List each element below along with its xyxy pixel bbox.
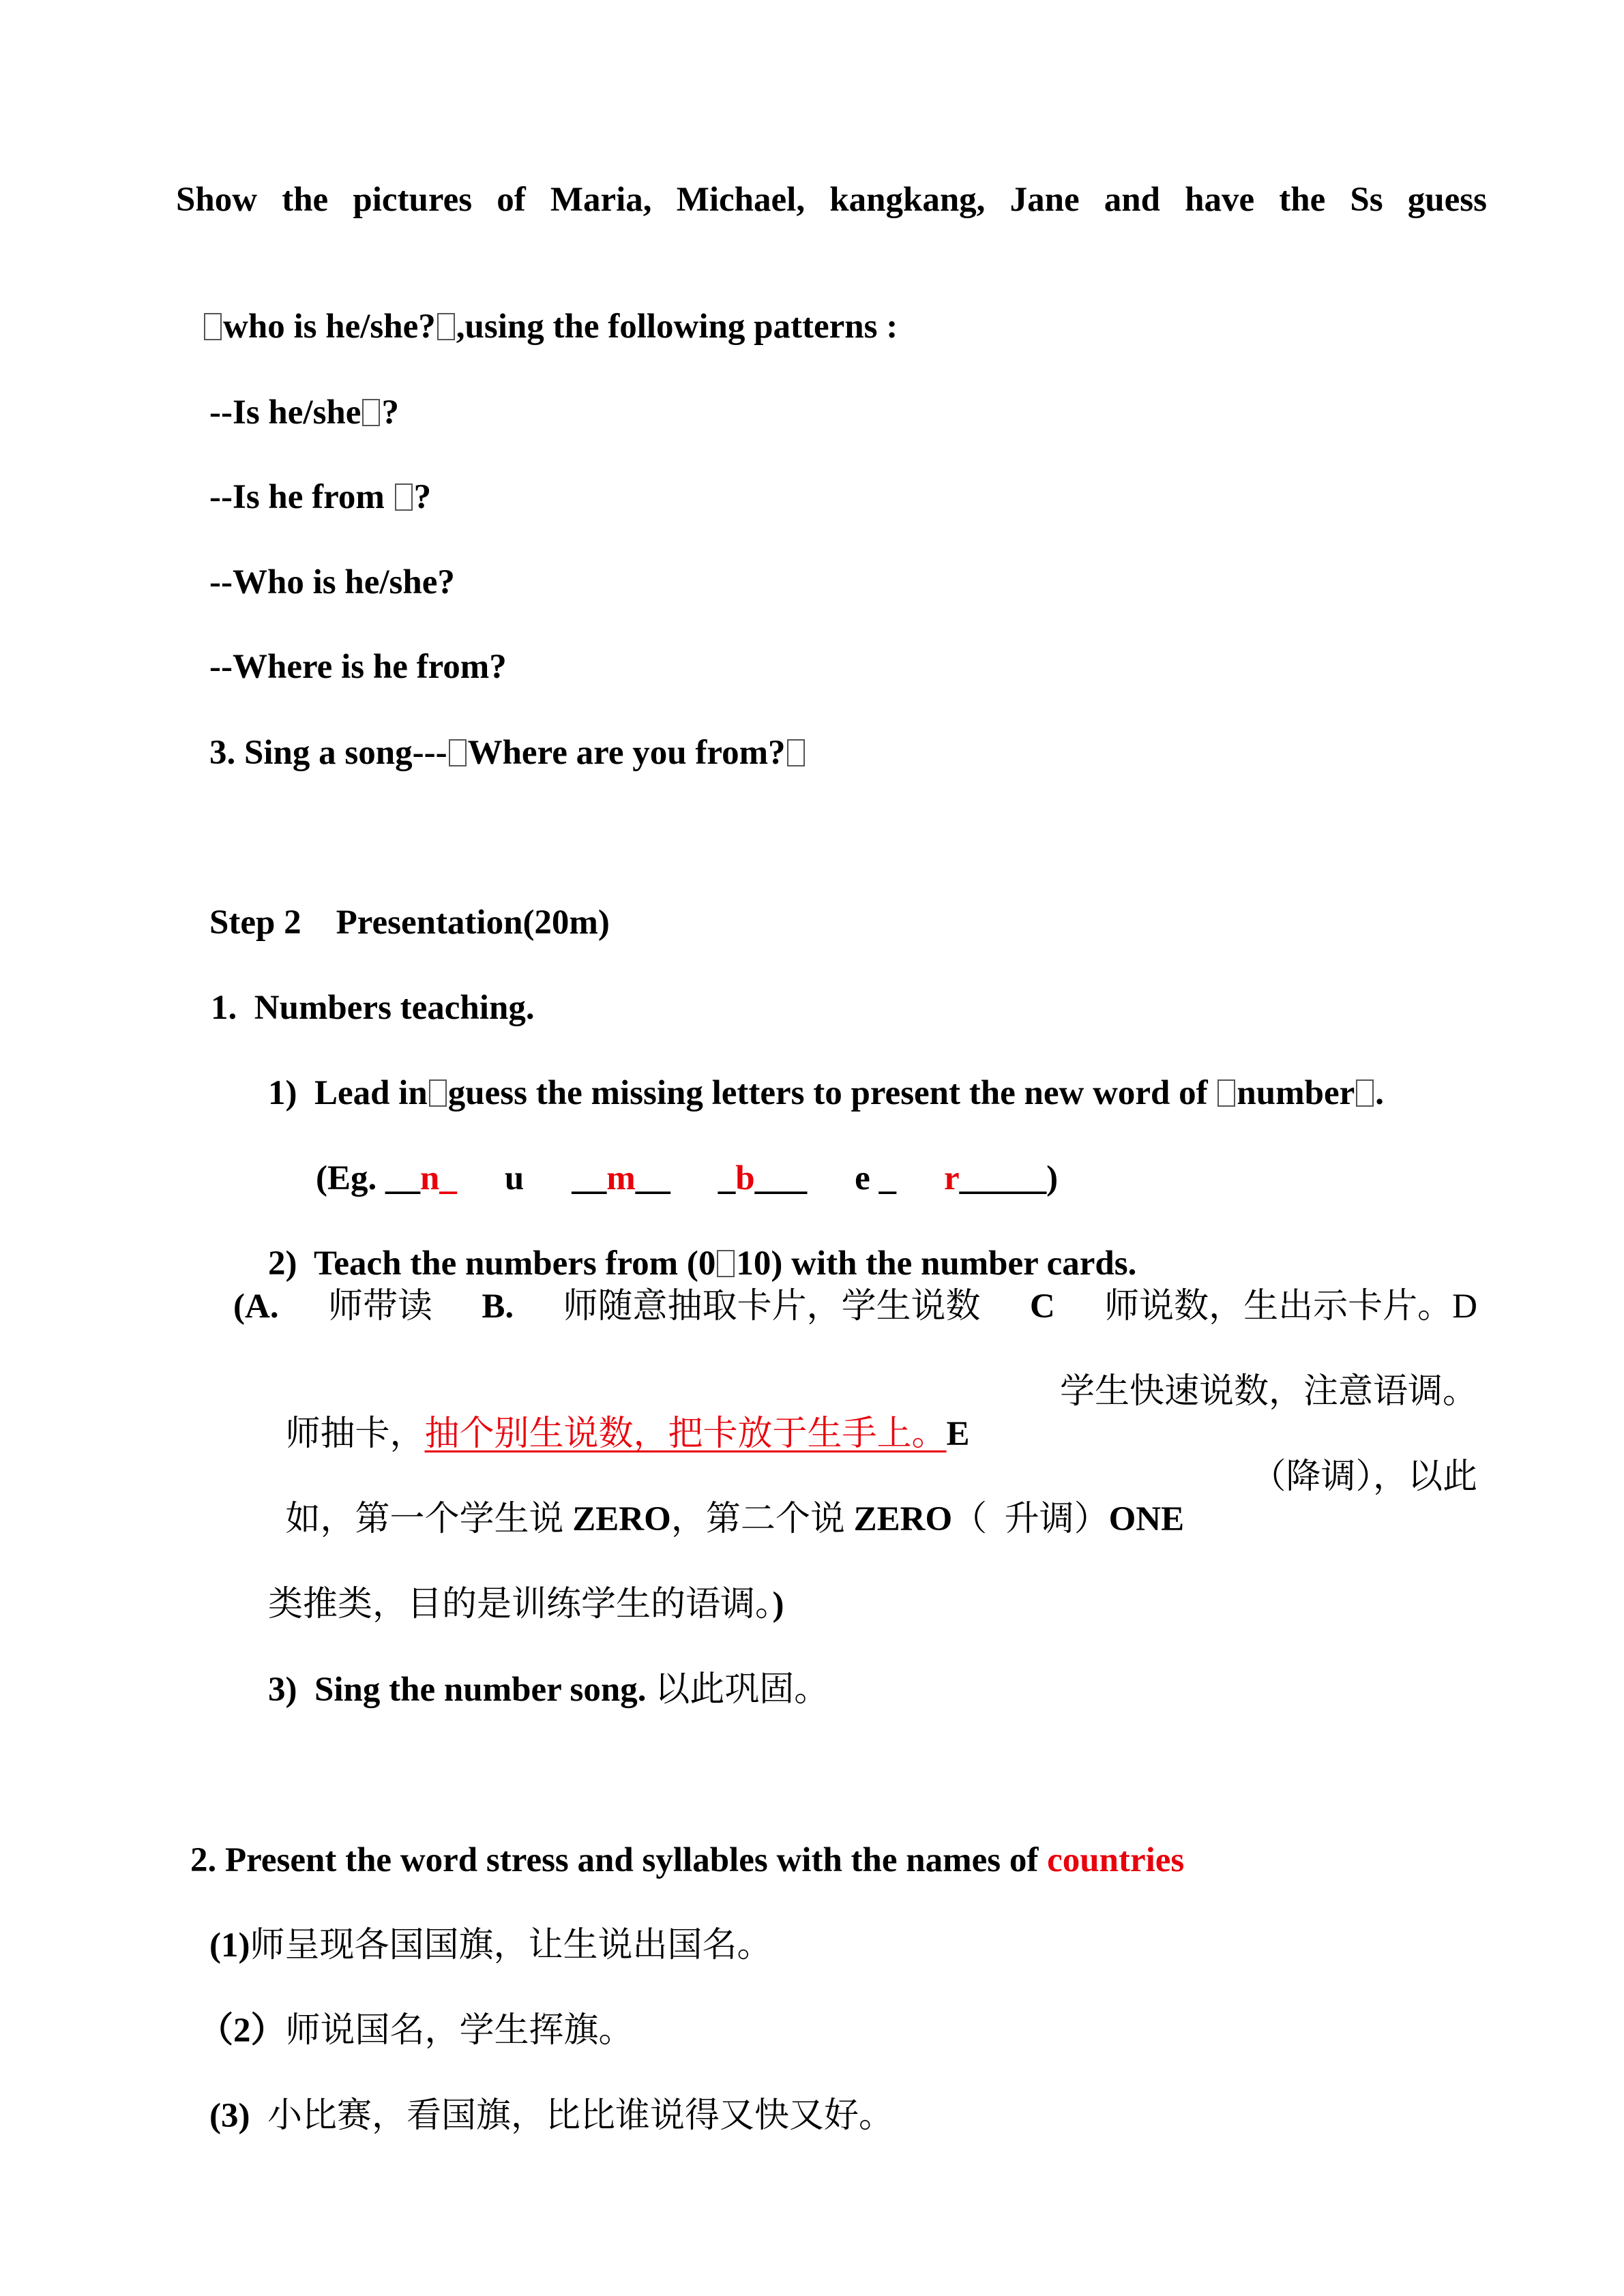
eg-blank: __ [635, 1159, 670, 1197]
missing-glyph-icon [1356, 1079, 1374, 1107]
cn4-b: ) [772, 1585, 784, 1624]
word-stress-countries: countries [1047, 1841, 1185, 1879]
cn3-e: （ 升调） [952, 1500, 1109, 1538]
word-stress-text: 2. Present the word stress and syllables with the names of [190, 1841, 1048, 1879]
cn3-d: ZERO [844, 1500, 953, 1538]
cn3-a: 如，第一个学生说 [285, 1500, 564, 1538]
pattern-4-text: --Where is he from? [209, 648, 507, 686]
intro-text-2a: who is he/she? [223, 308, 436, 346]
activity-1-text: 师呈现各国国旗，让生说出国名。 [250, 1926, 772, 1965]
song-line [175, 689, 806, 816]
cn2-c: 学生快速说数，注意语调。 [1059, 1373, 1477, 1411]
cn2-a: 师抽卡， [285, 1415, 425, 1453]
eg-blank: __ [385, 1159, 420, 1197]
intro-text-2b: ,using the following patterns : [456, 308, 898, 346]
eg-letter-n: n_ [420, 1159, 457, 1197]
intro-line-1 [176, 179, 1487, 221]
missing-glyph-icon [787, 739, 805, 766]
pattern-2-qmark: ? [413, 478, 432, 516]
pattern-3-text: --Who is he/she? [209, 563, 455, 601]
missing-glyph-icon [362, 399, 380, 426]
cn1-a: (A. [233, 1287, 279, 1326]
lead-in-text-d: . [1375, 1074, 1385, 1112]
missing-glyph-icon [449, 739, 467, 766]
activity-3-line [175, 2053, 894, 2179]
eg-blank: ___ [754, 1159, 808, 1197]
cn1-b: 师带读 [327, 1287, 432, 1326]
eg-letter-m: m [606, 1159, 636, 1197]
missing-glyph-icon [437, 313, 455, 340]
activity-2-num: （2） [198, 2012, 286, 2050]
cn1-c: B. [482, 1287, 514, 1326]
eg-prefix: (Eg. [316, 1159, 385, 1197]
song-text-a: 3. Sing a song--- [209, 734, 447, 772]
step2-heading-text: Step 2 Presentation(20m) [209, 904, 610, 942]
pattern-1-qmark: ? [381, 393, 399, 432]
eg-letter-b: b [735, 1159, 755, 1197]
missing-glyph-icon [1217, 1079, 1235, 1107]
cn1-f: 师说数，生出示卡片。D [1104, 1287, 1477, 1326]
lead-in-text-b: guess the missing letters to present the new word of [447, 1074, 1217, 1112]
missing-glyph-icon [717, 1250, 735, 1277]
eg-blank: _____ [959, 1159, 1047, 1197]
cn3-g: （降调），以此 [1251, 1458, 1477, 1496]
missing-glyph-icon [204, 313, 222, 340]
cn3-b: ZERO [563, 1500, 671, 1538]
eg-letter-u: u [504, 1159, 525, 1197]
sing-text-a: 3) Sing the number song. [268, 1671, 655, 1709]
sing-text-b: 以此巩固。 [655, 1671, 829, 1709]
cn3-f: ONE [1108, 1500, 1185, 1538]
cn1-d: 师随意抽取卡片，学生说数 [563, 1287, 981, 1326]
cn4-a: 类推类，目的是训练学生的语调。 [268, 1585, 773, 1624]
eg-blank: _ [718, 1159, 736, 1197]
eg-close: ) [1046, 1159, 1059, 1197]
teach-text-a: 2) Teach the numbers from (0 [268, 1244, 716, 1283]
eg-blank: __ [572, 1159, 607, 1197]
song-text-b: Where are you from? [467, 734, 786, 772]
cn2-b: E [946, 1415, 970, 1453]
cn1-e: C [1029, 1287, 1055, 1326]
numbers-teaching-text: 1. Numbers teaching. [211, 989, 535, 1027]
activity-3-num: (3) [209, 2097, 267, 2135]
eg-letter-r: r [944, 1159, 960, 1197]
activity-1-num: (1) [209, 1926, 250, 1965]
intro-text-1: Show the pictures of Maria, Michael, kangkang, Jane and have the Ss guess [176, 181, 1487, 219]
missing-glyph-icon [395, 483, 413, 511]
cn3-c: ，第二个说 [670, 1500, 845, 1538]
sing-number-song-line [233, 1626, 829, 1753]
missing-glyph-icon [429, 1079, 447, 1107]
teach-text-b: 10) with the number cards. [736, 1244, 1137, 1283]
lead-in-text-a: 1) Lead in [268, 1074, 428, 1112]
lead-in-text-c: number [1237, 1074, 1355, 1112]
cn2-red-highlight: 抽个别生说数，把卡放于生手上。 [424, 1415, 947, 1453]
activity-2-text: 师说国名，学生挥旗。 [285, 2012, 634, 2050]
cn-line-1 [233, 1285, 1477, 1328]
eg-letter-e: e _ [855, 1159, 896, 1197]
activity-3-text: 小比赛，看国旗，比比谁说得又快又好。 [267, 2097, 894, 2135]
pattern-1-text: --Is he/she [209, 393, 361, 432]
pattern-2-text: --Is he from [209, 478, 394, 516]
